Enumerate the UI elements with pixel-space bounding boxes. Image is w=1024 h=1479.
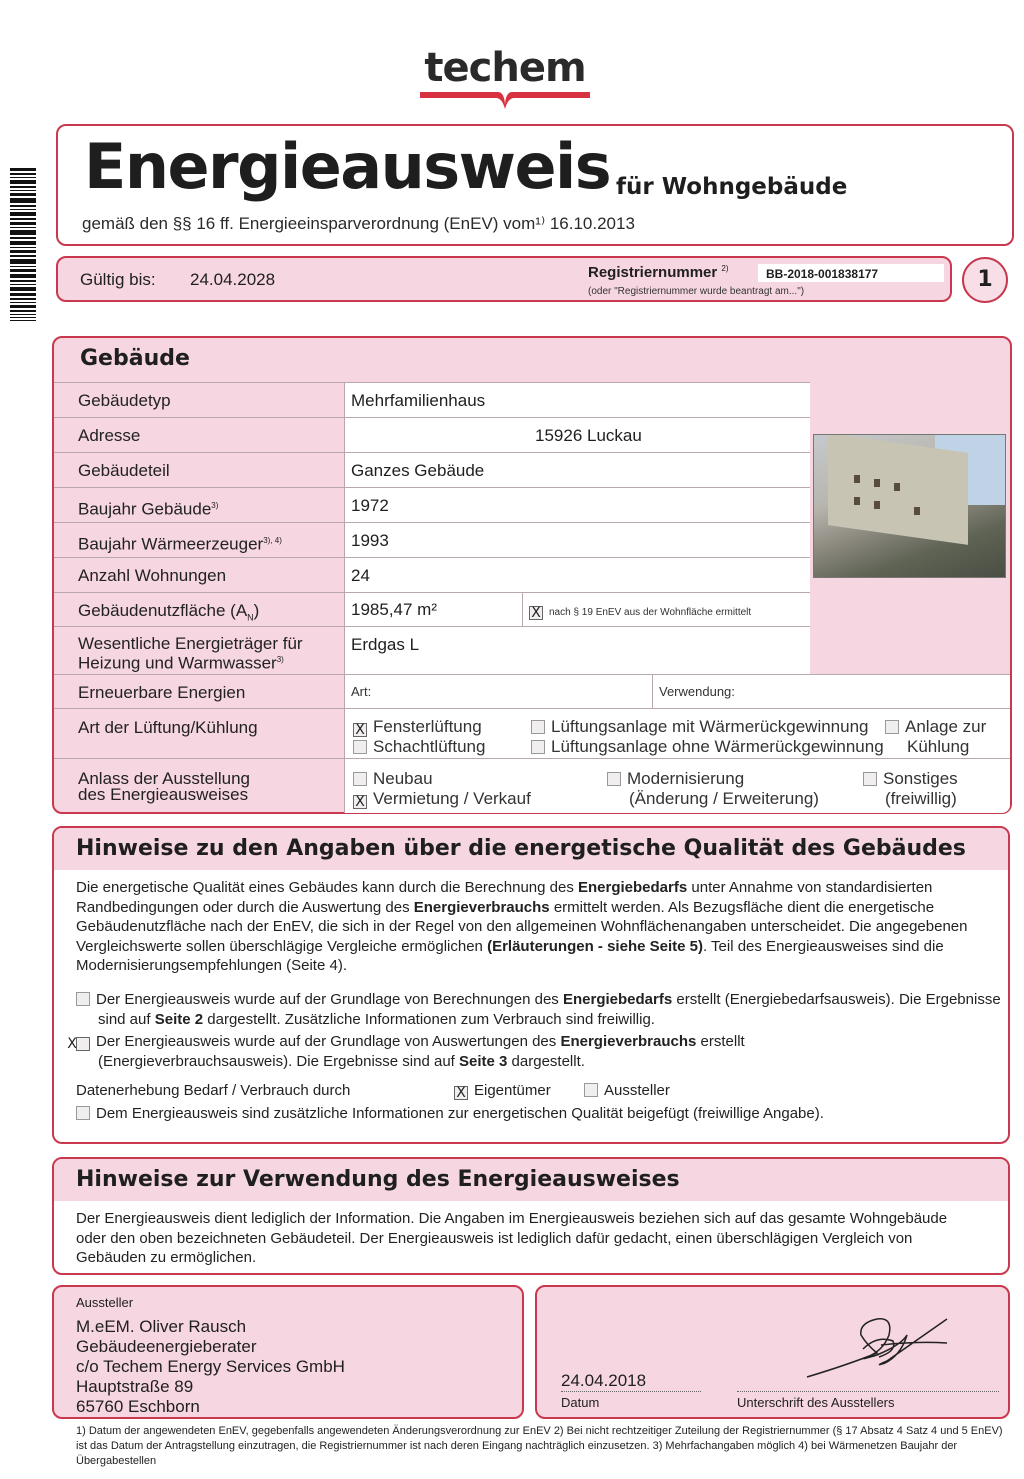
table-row-usable-area [54,592,810,626]
text: Der Energieausweis wurde auf der Grundlage von Auswertungen des [96,1033,561,1050]
section-header [54,828,1008,870]
table-row-apartments [54,557,810,592]
subscript: N [247,612,254,623]
row-label-line2: Heizung und Warmwasser [78,653,277,673]
row-label: Adresse [78,426,141,445]
table-row-renewables [54,674,1010,708]
table-row-construction-year [54,487,810,522]
table-row-building-type [54,382,810,417]
signature-line [737,1391,999,1392]
text: Der Energieausweis wurde auf der Grundlage von Berechnungen des [96,991,563,1008]
section-title: Hinweise zu den Angaben über die energetische Qualität des Gebäudes [76,836,966,861]
text: dargestellt. Zusätzliche Informationen zum Verbrauch sind freiwillig. [203,1010,655,1028]
section-title: Gebäude [80,346,190,371]
bold-text: Energieverbrauchs [413,898,550,916]
row-label-line1: Wesentliche Energieträger für [78,634,303,653]
data-collection-label: Datenerhebung Bedarf / Verbrauch durch [76,1082,351,1099]
option-label: Anlage zur [905,717,987,736]
text: ermittelt werden. Als Bezugsfläche dient die energetische Gebäudenutzfläche nach der EnEV, die sich in der Regel von den allgemeinen Wohnflächenangaben unterscheidet. Die angegebenen Vergleichswerte sollen überschlägige Vergleiche ermöglichen [76,898,968,955]
row-label: Anzahl Wohnungen [78,566,227,585]
area-method-label: nach § 19 EnEV aus der Wohnfläche ermittelt [549,607,752,618]
building-section [52,336,1012,814]
row-value: 1993 [344,523,810,558]
issuer-box [52,1285,524,1419]
row-label [78,602,259,626]
notes-intro [76,878,986,976]
bold-text: Seite 2 [154,1010,204,1028]
row-label: Art der Lüftung/Kühlung [78,718,258,737]
row-label [78,636,303,672]
barcode-icon [10,168,36,350]
row-label [78,497,218,518]
row-label-line1: Anlass der Ausstellung [78,769,250,788]
checkbox-unchecked[interactable] [531,720,545,734]
registration-label-text: Registriernummer [588,264,718,281]
row-label-text: Baujahr Wärmeerzeuger [78,534,264,554]
option-ventilation-without-recovery[interactable] [531,737,884,757]
checkbox-unchecked[interactable] [353,740,367,754]
text: Die energetische Qualität eines Gebäudes kann durch die Berechnung des [76,879,578,896]
option-shaft-ventilation[interactable] [353,737,485,757]
checkbox-checked[interactable]: X [529,606,543,620]
validity-box [56,256,952,302]
option-modernization[interactable] [607,769,744,789]
issue-date: 24.04.2018 [561,1371,647,1390]
law-reference: gemäß den §§ 16 ff. Energieeinsparverordnung (EnEV) vom¹⁾ 16.10.2013 [82,214,635,233]
checkbox-checked[interactable]: X [454,1086,468,1100]
row-label [78,532,282,553]
valid-until-label: Gültig bis: [80,270,156,289]
option-label: Modernisierung [627,769,745,788]
building-photo [813,434,1006,578]
document-title: Energieausweis [84,130,611,203]
text: . Teil des Energieausweises sind die Modernisierungsempfehlungen (Seite 4). [76,937,944,974]
registration-label [588,264,729,281]
registration-number: BB-2018-001838177 [758,264,944,282]
issuer-caption: Aussteller [76,1295,134,1310]
option-label: Neubau [373,769,433,788]
option-issuer[interactable] [584,1081,670,1101]
checkbox-unchecked[interactable] [863,772,877,786]
title-box [56,124,1014,246]
photo-window [874,479,880,487]
bold-text: Energiebedarfs [562,991,673,1008]
photo-window [854,475,860,483]
usage-notes-section [52,1157,1010,1275]
checkbox-checked[interactable]: X [353,723,367,737]
row-value: 1972 [344,488,810,523]
option-label: Schachtlüftung [373,737,486,756]
row-value: Mehrfamilienhaus [344,383,810,418]
option-owner[interactable] [454,1081,551,1101]
table-row-address [54,417,810,452]
option-rent-sale[interactable] [353,789,531,809]
photo-window [894,483,900,491]
text: dargestellt. [507,1052,585,1070]
bold-text: Energieverbrauchs [560,1033,697,1050]
row-label-text: Baujahr Gebäude [78,499,212,519]
option-other-line2: (freiwillig) [885,789,957,808]
photo-window [914,507,920,515]
checkbox-unchecked[interactable] [76,992,90,1006]
renewables-usage: Verwendung: [652,675,1010,709]
table-row-ventilation [54,708,1010,758]
table-row-building-part [54,452,810,487]
row-label [78,771,250,803]
option-other[interactable] [863,769,958,789]
techem-logo [415,46,595,110]
issuer-city: 65760 Eschborn [76,1397,200,1416]
checkbox-unchecked[interactable] [76,1106,90,1120]
option-label: Dem Energieausweis sind zusätzliche Informationen zur energetischen Qualität beigefügt (freiwillige Angabe). [96,1105,824,1122]
document-subtitle: für Wohngebäude [616,174,848,200]
reason-options [344,759,1010,813]
signature-icon [797,1305,957,1385]
energy-quality-notes-section [52,826,1010,1144]
option-label: Vermietung / Verkauf [373,789,531,808]
signature-caption: Unterschrift des Ausstellers [737,1395,895,1410]
section-header [54,1159,1008,1201]
checkbox-unchecked[interactable] [885,720,899,734]
text: erstellt (Energieverbrauchsausweis). Die Ergebnisse sind auf [98,1033,745,1070]
footnote-ref: 3), 4) [263,536,282,545]
option-demand-certificate[interactable] [76,990,1001,1029]
table-row-reason [54,758,1010,812]
checkbox-unchecked[interactable] [584,1083,598,1097]
registration-note: (oder "Registriernummer wurde beantragt am...") [588,286,805,297]
text: erstellt (Energiebedarfsausweis). Die Ergebnisse sind auf [98,991,1001,1028]
valid-until-value: 24.04.2028 [190,270,276,289]
row-value: 24 [344,558,810,593]
option-label: Eigentümer [474,1082,551,1099]
signature-box [535,1285,1010,1419]
row-value: Erdgas L [344,627,810,675]
bold-text: Energiebedarfs [578,879,688,896]
checkbox-unchecked[interactable] [531,740,545,754]
option-label: Lüftungsanlage mit Wärmerückgewinnung [551,717,869,736]
ventilation-options [344,709,1010,759]
option-consumption-certificate[interactable] [67,1032,856,1071]
option-modernization-line2: (Änderung / Erweiterung) [629,789,819,808]
usage-text: Der Energieausweis dient lediglich der Information. Die Angaben im Energieausweis beziehen sich auf das gesamte Wohngebäude oder den oben bezeichneten Gebäudeteil. Der Energieausweis ist lediglich dafür gedacht, einen überschlägigen Vergleich von Gebäuden zu ermöglichen. [76,1210,948,1266]
checkbox-checked[interactable]: X [353,795,367,809]
logo-wordmark: techem [424,45,586,91]
checkbox-checked[interactable]: X [76,1037,90,1051]
text: unter Annahme von standardisierten Randbedingungen oder durch die Auswertung des [76,879,933,916]
option-label: Fensterlüftung [373,717,482,736]
issuer-company: c/o Techem Energy Services GmbH [76,1357,345,1376]
option-label: Aussteller [604,1082,670,1099]
option-ventilation-with-recovery[interactable] [531,717,869,737]
row-value: 15926 Luckau [344,418,810,453]
option-additional-info[interactable] [76,1104,824,1124]
row-value: 1985,47 m² [344,593,522,627]
footnote-ref: 3) [276,655,284,664]
option-cooling[interactable] [885,717,986,737]
photo-window [874,501,880,509]
issuer-title: Gebäudeenergieberater [76,1337,257,1356]
row-label: Erneuerbare Energien [78,683,246,702]
option-window-ventilation[interactable] [353,717,482,737]
row-label: Gebäudeteil [78,461,170,480]
option-label: Lüftungsanlage ohne Wärmerückgewinnung [551,737,884,756]
table-row-energy-carrier [54,626,810,674]
date-caption: Datum [561,1395,600,1410]
option-label: Sonstiges [883,769,958,788]
row-label-end: ) [253,601,260,620]
footnotes: 1) Datum der angewendeten EnEV, gegebenfalls angewendeten Änderungsverordnung zur EnEV 2) Bei nicht rechtzeitiger Zuteilung der Registriernummer (§ 17 Absatz 4 Satz 4 und 5 EnEV) ist das Datum der Antragstellung einzutragen, die Registriernummer ist nach deren Eingang nachträglich einzusetzen. 3) Mehrfachangaben möglich 4) bei Wärmenetzen Baujahr der Übergabestellen [76,1425,1003,1467]
bold-text: Seite 3 [459,1052,508,1070]
renewables-type: Art: [344,675,652,709]
logo-swoosh-icon [418,90,592,110]
issuer-street: Hauptstraße 89 [76,1377,194,1396]
page-number-badge: 1 [962,257,1008,303]
option-new-building[interactable] [353,769,433,789]
footnote-ref: 2) [721,264,729,273]
option-cooling-line2: Kühlung [907,737,970,756]
row-label: Gebäudetyp [78,391,171,410]
issuer-name: M.eEM. Oliver Rausch [76,1317,247,1336]
bold-text: (Erläuterungen - siehe Seite 5) [487,937,703,955]
area-method-option[interactable] [522,593,810,627]
table-row-heater-year [54,522,810,557]
row-value: Ganzes Gebäude [344,453,810,488]
row-label-line2: des Energieausweises [78,785,249,804]
footnote-ref: 3) [211,501,219,510]
date-line [561,1391,701,1392]
photo-window [854,497,860,505]
row-label-text: Gebäudenutzfläche (A [78,601,248,620]
checkbox-unchecked[interactable] [353,772,367,786]
checkbox-unchecked[interactable] [607,772,621,786]
section-title: Hinweise zur Verwendung des Energieausweises [76,1167,680,1192]
